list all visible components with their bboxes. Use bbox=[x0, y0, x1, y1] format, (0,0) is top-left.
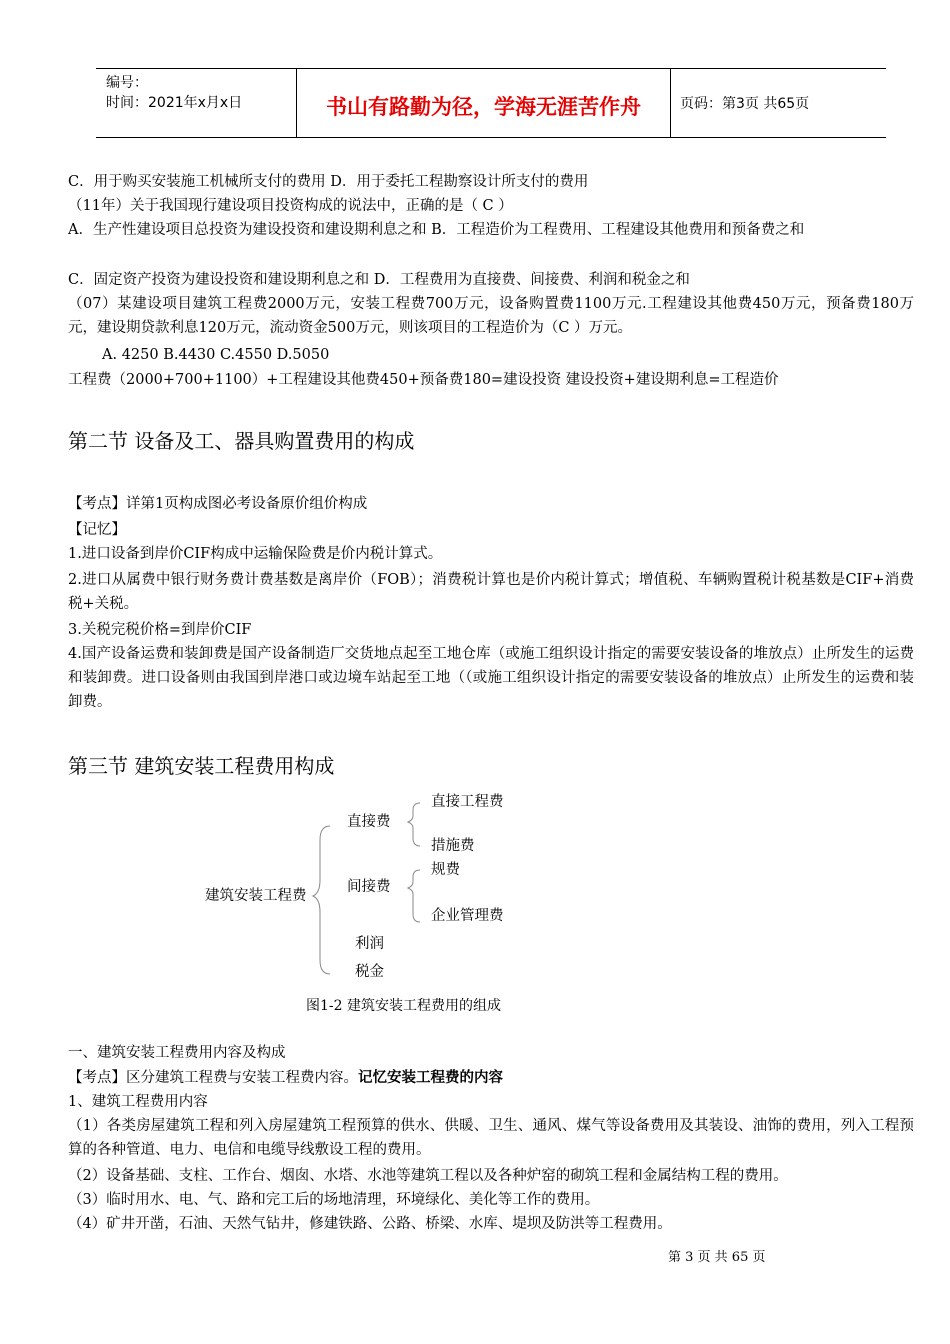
section-title: 第二节 设备及工、器具购置费用的构成 bbox=[68, 429, 415, 453]
diagram-leaf: 措施费 bbox=[431, 838, 475, 854]
diagram-node-indirect: 间接费 bbox=[347, 879, 391, 895]
diagram-node-profit: 利润 bbox=[355, 936, 384, 952]
content-item: （2）设备基础、支柱、工作台、烟囱、水塔、水池等建筑工程以及各种炉窑的砌筑工程和金属结构工程的费用。 bbox=[68, 1168, 788, 1184]
content-item: （4）矿井开凿，石油、天然气钻井，修建铁路、公路、桥梁、水库、堤坝及防洪等工程费用。 bbox=[68, 1216, 672, 1232]
diagram-leaf: 规费 bbox=[431, 862, 460, 878]
question-options: A．生产性建设项目总投资为建设投资和建设期利息之和 B．工程造价为工程费用、工程建设其他费用和预备费之和 bbox=[68, 222, 805, 238]
kaodian-note: 【考点】详第1页构成图必考设备原价组价构成 bbox=[68, 496, 368, 512]
header-motto: 书山有路勤为径，学海无涯苦作舟 bbox=[326, 95, 641, 119]
kaodian-text: 【考点】区分建筑工程费与安装工程费内容。 bbox=[68, 1070, 358, 1086]
diagram-node-direct: 直接费 bbox=[347, 814, 391, 830]
header-time: 时间：2021年x月x日 bbox=[106, 95, 243, 111]
subsection-heading: 1、建筑工程费用内容 bbox=[68, 1094, 208, 1110]
memory-point: 2.进口从属费中银行财务费计费基数是离岸价（FOB）；消费税计算也是价内税计算式；增值税、车辆购置税计税基数是CIF+消费税+关税。 bbox=[68, 572, 914, 612]
page-footer: 第 3 页 共 65 页 bbox=[668, 1250, 766, 1265]
answer-options: A. 4250 B.4430 C.4550 D.5050 bbox=[102, 347, 330, 363]
memory-heading: 【记忆】 bbox=[68, 522, 126, 538]
header-page-number: 页码：第3页 共65页 bbox=[680, 96, 810, 112]
memory-point: 1.进口设备到岸价CIF构成中运输保险费是价内税计算式。 bbox=[68, 546, 443, 562]
diagram-node-tax: 税金 bbox=[355, 964, 384, 980]
question-options: C．固定资产投资为建设投资和建设期利息之和 D．工程费用为直接费、间接费、利润和税金之和 bbox=[68, 272, 690, 288]
memory-point: 3.关税完税价格=到岸价CIF bbox=[68, 622, 252, 638]
question-paragraph: （07）某建设项目建筑工程费2000万元，安装工程费700万元，设备购置费1100万元.工程建设其他费450万元，预备费180万元，建设期贷款利息120万元，流动资金500万元，则该项目的工程造价为（C ）万元。 bbox=[68, 296, 914, 336]
content-item: （1）各类房屋建筑工程和列入房屋建筑工程预算的供水、供暖、卫生、通风、煤气等设备费用及其装设、油饰的费用，列入工程预算的各种管道、电力、电信和电缆导线敷设工程的费用。 bbox=[68, 1118, 914, 1158]
content-item: （3）临时用水、电、气、路和完工后的场地清理，环境绿化、美化等工作的费用。 bbox=[68, 1192, 600, 1208]
section-title: 第三节 建筑安装工程费用构成 bbox=[68, 754, 335, 778]
diagram-leaf: 企业管理费 bbox=[431, 908, 504, 924]
figure-caption: 图1-2 建筑安装工程费用的组成 bbox=[306, 998, 501, 1014]
kaodian-emphasis: 记忆安装工程费的内容 bbox=[358, 1069, 503, 1086]
diagram-root: 建筑安装工程费 bbox=[205, 888, 307, 904]
header-number: 编号： bbox=[106, 75, 148, 91]
formula-line: 工程费（2000+700+1100）+工程建设其他费450+预备费180=建设投资 建设投资+建设期利息=工程造价 bbox=[68, 372, 779, 388]
kaodian-note bbox=[68, 1068, 503, 1088]
memory-point: 4.国产设备运费和装卸费是国产设备制造厂交货地点起至工地仓库（或施工组织设计指定的需要安装设备的堆放点）止所发生的运费和装卸费。进口设备则由我国到岸港口或边境车站起至工地（（或施工组织设计指定的需要安装设备的堆放点）止所发生的运费和装卸费。 bbox=[68, 646, 914, 710]
subsection-heading: 一、建筑安装工程费用内容及构成 bbox=[68, 1045, 286, 1061]
question-line: （11年）关于我国现行建设项目投资构成的说法中，正确的是（ C ） bbox=[68, 198, 513, 214]
diagram-leaf: 直接工程费 bbox=[431, 794, 504, 810]
question-option-line: C．用于购买安装施工机械所支付的费用 D．用于委托工程勘察设计所支付的费用 bbox=[68, 174, 589, 190]
